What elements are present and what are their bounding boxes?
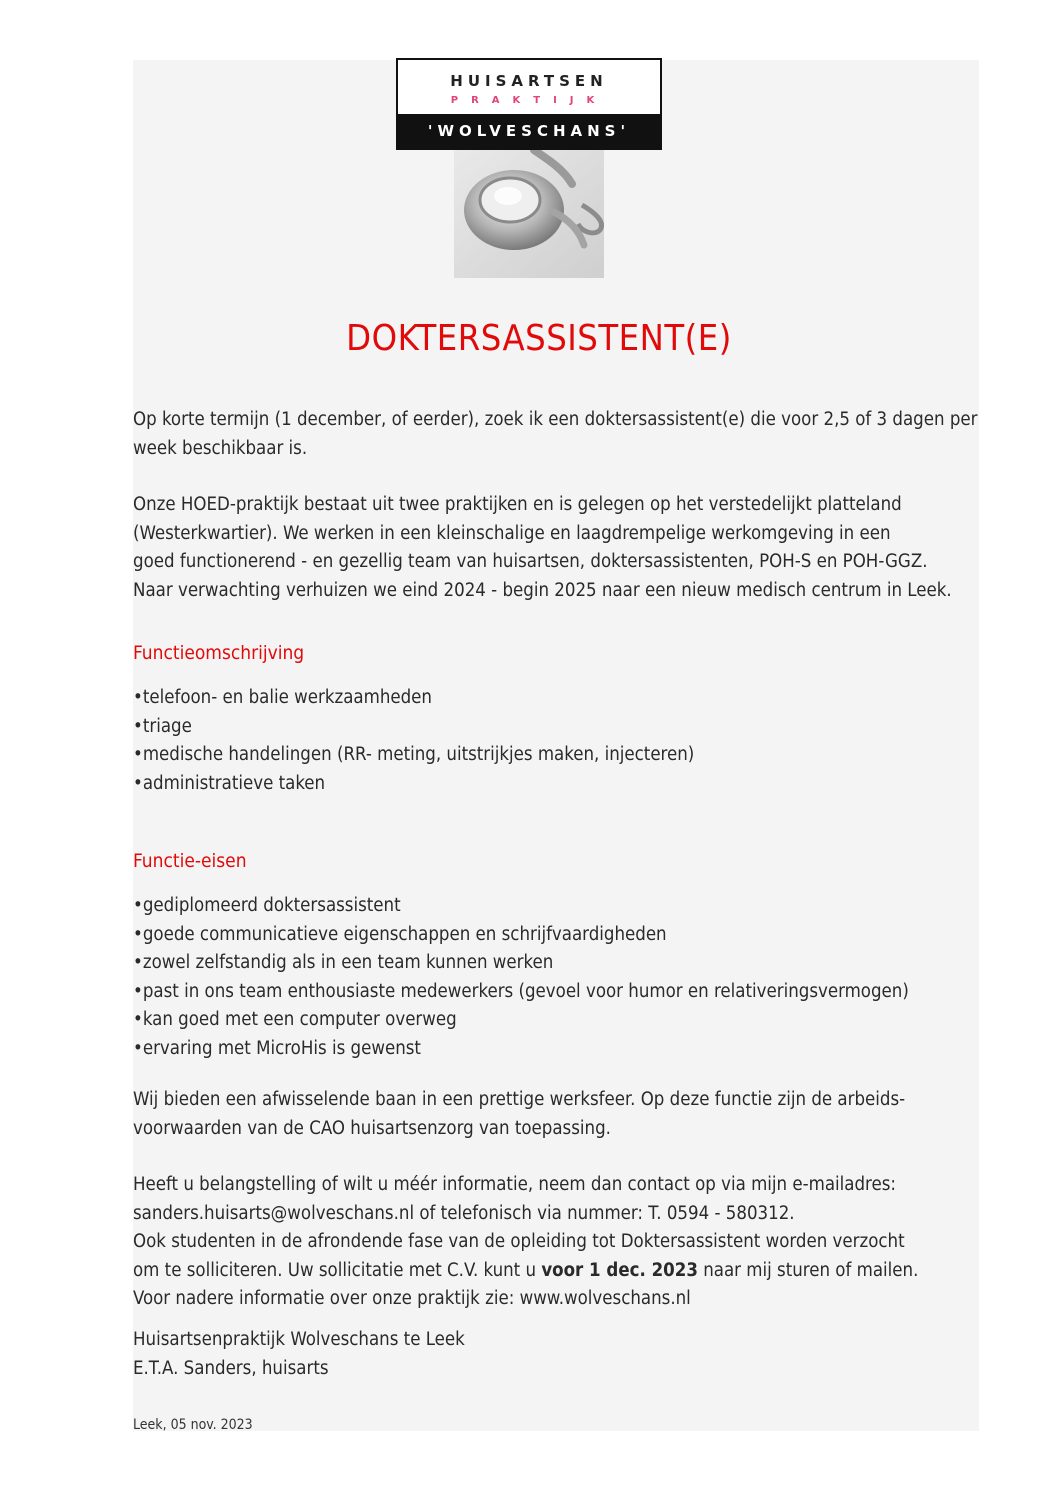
page-title: DOKTERSASSISTENT(E)	[346, 318, 732, 359]
logo-line-2: PRAKTIJK	[450, 95, 608, 106]
about-line-2: (Westerkwartier). We werken in een kleinschalige en laagdrempelige werkomgeving in een	[133, 522, 891, 544]
intro-line-1: Op korte termijn (1 december, of eerder), zoek ik een doktersassistent(e) die voor 2,5 of 3 dagen per	[133, 409, 978, 430]
list-item: • telefoon- en balie werkzaamheden	[133, 684, 694, 713]
list-item: • kan goed met een computer overweg	[133, 1006, 909, 1035]
contact-line-5: Voor nadere informatie over onze praktijk zie: www.wolveschans.nl	[133, 1288, 691, 1309]
logo-line-3: 'WOLVESCHANS'	[427, 122, 631, 140]
about-line-1: Onze HOED-praktijk bestaat uit twee praktijken en is gelegen op het verstedelijkt platteland	[133, 494, 902, 515]
list-item: • triage	[133, 713, 694, 742]
document-date: Leek, 05 nov. 2023	[133, 1417, 253, 1433]
logo-bottom-box	[396, 114, 662, 150]
functieomschrijving-heading: Functieomschrijving	[133, 642, 305, 664]
contact-line-1: Heeft u belangstelling of wilt u méér informatie, neem dan contact op via mijn e-mailadres:	[133, 1174, 897, 1195]
contact-line-4	[133, 1257, 918, 1286]
logo-top-box	[396, 58, 662, 116]
logo-line-1: HUISARTSEN	[450, 72, 608, 90]
about-line-4: Naar verwachting verhuizen we eind 2024 - begin 2025 naar een nieuw medisch centrum in Leek.	[133, 579, 952, 601]
about-line-3: goed functionerend - en gezellig team van huisartsen, doktersassistenten, POH-S en POH-GGZ.	[133, 551, 928, 572]
signature-line-1: Huisartsenpraktijk Wolveschans te Leek	[133, 1329, 465, 1350]
contact-line-2: sanders.huisarts@wolveschans.nl of telefonisch via nummer: T. 0594 - 580312.	[133, 1202, 795, 1224]
practice-logo	[396, 58, 662, 150]
offer-line-2: voorwaarden van de CAO huisartsenzorg van toepassing.	[133, 1117, 611, 1139]
functieomschrijving-list	[133, 684, 694, 798]
list-item: • past in ons team enthousiaste medewerkers (gevoel voor humor en relativeringsvermogen)	[133, 978, 909, 1007]
deadline-text: voor 1 dec. 2023	[541, 1259, 698, 1281]
intro-line-2: week beschikbaar is.	[133, 437, 308, 459]
contact-line-4-post: naar mij sturen of mailen.	[697, 1259, 919, 1281]
list-item: • zowel zelfstandig als in een team kunnen werken	[133, 949, 909, 978]
list-item: • gediplomeerd doktersassistent	[133, 892, 909, 921]
functie-eisen-list	[133, 892, 909, 1063]
list-item: • goede communicatieve eigenschappen en schrijfvaardigheden	[133, 921, 909, 950]
list-item: • ervaring met MicroHis is gewenst	[133, 1035, 909, 1064]
offer-line-1: Wij bieden een afwisselende baan in een prettige werksfeer. Op deze functie zijn de arbeids-	[133, 1089, 906, 1110]
signature-line-2: E.T.A. Sanders, huisarts	[133, 1357, 329, 1379]
functie-eisen-heading: Functie-eisen	[133, 850, 247, 872]
list-item: • administratieve taken	[133, 770, 694, 799]
stethoscope-photo	[454, 150, 604, 278]
contact-line-4-pre: om te solliciteren. Uw sollicitatie met C.V. kunt u	[133, 1259, 542, 1281]
list-item: • medische handelingen (RR- meting, uitstrijkjes maken, injecteren)	[133, 741, 694, 770]
contact-line-3: Ook studenten in de afrondende fase van de opleiding tot Doktersassistent worden verzocht	[133, 1231, 905, 1252]
